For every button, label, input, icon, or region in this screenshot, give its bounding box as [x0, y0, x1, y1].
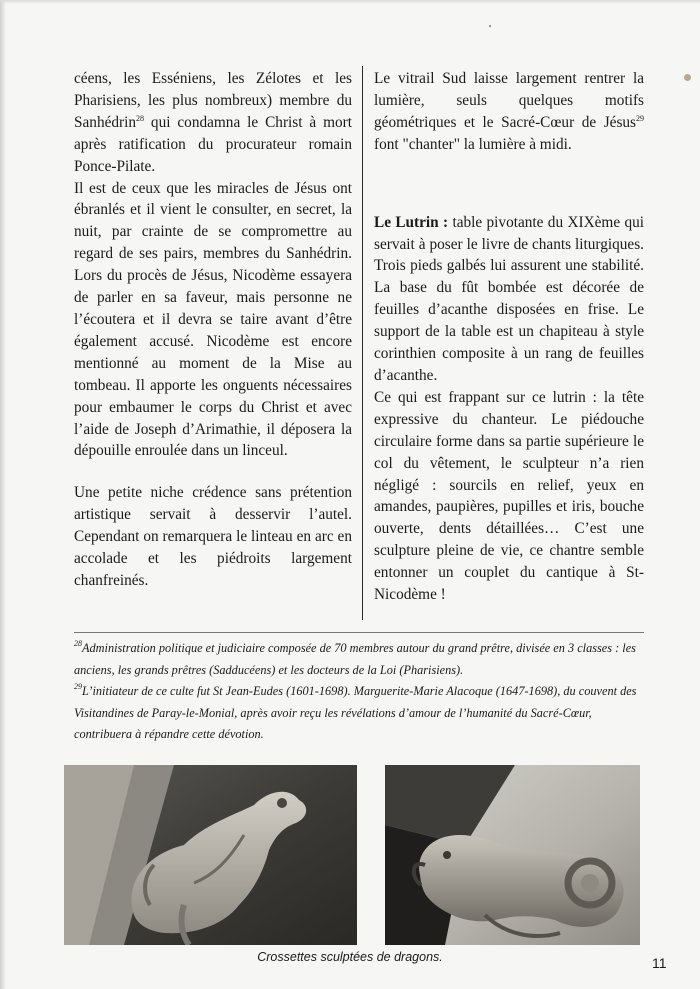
- left-paragraph-1-text: céens, les Esséniens, les Zélotes et les Pharisiens, les plus nombreux) membre du Sanhédrin: [74, 70, 352, 131]
- paper-speck: [489, 25, 491, 27]
- right-paragraph-1: [374, 68, 644, 156]
- lutrin-paragraph: [374, 212, 644, 387]
- dragon-crossette-photo-right: [385, 765, 640, 945]
- footnote-ref-28: 28: [136, 113, 145, 123]
- right-column: [374, 68, 644, 606]
- dragon-sculpture-illustration-left: [64, 765, 357, 945]
- footnote-28-number: 28: [74, 639, 82, 648]
- footnotes: [74, 638, 649, 746]
- left-paragraph-2: Il est de ceux que les miracles de Jésus ont ébranlés et il vient le consulter, en secret, la nuit, par crainte de se compromettre au regard de ses pairs, membres du Sanhédrin. Lors du procès de Jésus, Nicodème essayera de parler en sa faveur, mais personne ne l’écoutera et il devra se taire avant d’être également accusé. Nicodème est encore mentionné au moment de la Mise au tombeau. Il apporte les onguents nécessaires pour embaumer le corps du Christ et avec l’aide de Joseph d’Arimathie, il déposera la dépouille enroulée dans un linceul.: [74, 179, 352, 460]
- footnote-29-number: 29: [74, 682, 82, 691]
- dragon-sculpture-illustration-right: [385, 765, 640, 945]
- column-divider: [362, 66, 363, 620]
- footnote-29: [74, 681, 649, 746]
- left-paragraph-3: Une petite niche crédence sans prétention artistique servait à desservir l’autel. Cependant on remarquera le linteau en arc en accolade et les piédroits largement chanfreinés.: [74, 484, 352, 589]
- right-paragraph-1-continuation: font "chanter" la lumière à midi.: [374, 135, 572, 153]
- page-top-shadow: [0, 0, 700, 4]
- footnote-29-text: L’initiateur de ce culte fut St Jean-Eudes (1601-1698). Marguerite-Marie Alacoque (1647-1698), du couvent des Visitandines de Paray-le-Monial, après avoir reçu les révélations d’amour de l’humanité du Sacré-Cœur, contribuera à répandre cette dévotion.: [74, 684, 637, 741]
- dragon-crossette-photo-left: [64, 765, 357, 945]
- left-column: [74, 68, 352, 592]
- lutrin-heading: Le Lutrin :: [374, 213, 449, 231]
- left-paragraph-1-continuation: qui condamna le Christ à mort après ratification du procurateur romain Ponce-Pilate.: [74, 113, 352, 175]
- paper-speck: [684, 74, 691, 81]
- footnote-28-text: Administration politique et judiciaire composée de 70 membres autour du grand prêtre, divisée en 3 classes : les anciens, les grands prêtres (Sadducéens) et les docteurs de la Loi (Pharisiens).: [74, 641, 636, 677]
- page-number: 11: [652, 955, 667, 971]
- footnote-28: [74, 638, 649, 681]
- right-paragraph-1-text: Le vitrail Sud laisse largement rentrer la lumière, seuls quelques motifs géométriques et le Sacré-Cœur de Jésus: [374, 70, 644, 131]
- right-paragraph-3: Ce qui est frappant sur ce lutrin : la tête expressive du chanteur. Le piédouche circulaire forme dans sa partie supérieure le col du vêtement, le sculpteur n’a rien négligé : sourcils en relief, yeux en amandes, paupières, pupilles et iris, bouche ouverte, dents détaillées… C’est une sculpture pleine de vie, ce chantre semble entonner un couplet du cantique à St-Nicodème !: [374, 388, 644, 604]
- left-paragraph-1: [74, 68, 352, 178]
- photo-caption: Crossettes sculptées de dragons.: [257, 950, 443, 964]
- page-binding-shadow: [0, 0, 6, 989]
- lutrin-description: table pivotante du XIXème qui servait à poser le livre de chants liturgiques. Trois pieds galbés lui assurent une stabilité. La base du fût bombée est décorée de feuilles d’acanthe disposées en frise. Le support de la table est un chapiteau à style corinthien composite à un rang de feuilles d’acanthe.: [374, 213, 644, 384]
- footnote-rule: [74, 632, 644, 633]
- footnote-ref-29: 29: [636, 113, 644, 123]
